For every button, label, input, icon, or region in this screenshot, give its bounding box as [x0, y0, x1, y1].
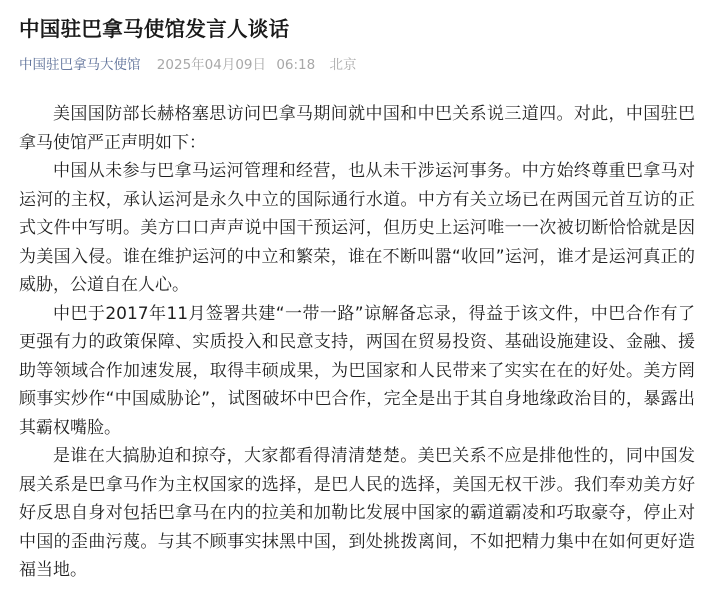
publish-date: 2025年04月09日: [156, 57, 267, 73]
article-title: 中国驻巴拿马使馆发言人谈话: [19, 17, 290, 41]
article-body: [19, 100, 695, 585]
paragraph-2: 中国从未参与巴拿马运河管理和经营，也从未干涉运河事务。中方始终尊重巴拿马对运河的主权，承认运河是永久中立的国际通行水道。中方有关立场已在两国元首互访的正式文件中写明。美方口口声声说中国干预运河，但历史上运河唯一一次被切断恰恰就是因为美国入侵。谁在维护运河的中立和繁荣，谁在不断叫嚣“收回”运河，谁才是运河真正的威胁，公道自在人心。: [19, 161, 695, 295]
article-meta: [19, 54, 695, 76]
paragraph-3: 中巴于2017年11月签署共建“一带一路”谅解备忘录，得益于该文件，中巴合作有了更强有力的政策保障、实质投入和民意支持，两国在贸易投资、基础设施建设、金融、援助等领域合作加速发展，取得丰硕成果，为巴国家和人民带来了实实在在的好处。美方罔顾事实炒作“中国威胁论”，试图破坏中巴合作，完全是出于其自身地缘政治目的，暴露出其霸权嘴脸。: [19, 303, 695, 438]
source-account-link[interactable]: 中国驻巴拿马大使馆: [19, 57, 141, 73]
paragraph-4: 是谁在大搞胁迫和掠夺，大家都看得清清楚楚。美巴关系不应是排他性的，同中国发展关系是巴拿马作为主权国家的选择，是巴人民的选择，美国无权干涉。我们奉劝美方好好反思自身对包括巴拿马在内的拉美和加勒比发展中国家的霸道霸凌和巧取豪夺，停止对中国的歪曲污蔑。与其不顾事实抹黑中国，到处挑拨离间，不如把精力集中在如何更好造福当地。: [19, 446, 695, 580]
paragraph-1: 美国国防部长赫格塞思访问巴拿马期间就中国和中巴关系说三道四。对此，中国驻巴拿马使馆严正声明如下：: [19, 104, 695, 153]
publish-time: 06:18: [276, 57, 316, 73]
publish-location: 北京: [329, 57, 357, 73]
